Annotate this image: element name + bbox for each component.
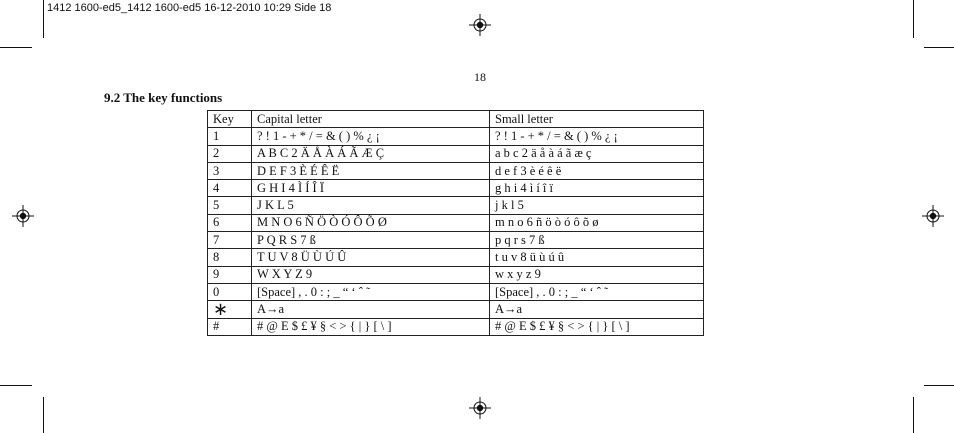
header-small-letter: Small letter	[490, 111, 704, 128]
key-cell: 6	[208, 214, 252, 231]
table-row	[208, 128, 704, 145]
key-cell: 0	[208, 283, 252, 300]
table-row	[208, 232, 704, 249]
registration-mark-left-icon	[12, 205, 34, 227]
crop-mark-top-left-horizontal	[0, 47, 32, 48]
page-number: 18	[474, 70, 486, 84]
small-cell: # @ E $ £ ¥ § < > { | } [ \ ]	[490, 318, 704, 335]
capital-cell: T U V 8 Ü Ù Ú Û	[252, 249, 490, 266]
key-cell: 9	[208, 266, 252, 283]
crop-mark-top-right-horizontal	[924, 47, 954, 48]
print-header: 1412 1600-ed5_1412 1600-ed5 16-12-2010 10:29 Side 18	[47, 2, 332, 14]
capital-cell: [Space] , . 0 : ; _ “ ‘ ˆ ˜	[252, 283, 490, 300]
capital-cell: D E F 3 È É Ê Ë	[252, 162, 490, 179]
small-cell: j k l 5	[490, 197, 704, 214]
key-cell: 4	[208, 180, 252, 197]
table-row	[208, 301, 704, 318]
table-row	[208, 283, 704, 300]
crop-mark-bottom-left-vertical	[43, 397, 44, 433]
table-row	[208, 318, 704, 335]
key-cell: 2	[208, 145, 252, 162]
crop-mark-bottom-right-horizontal	[924, 385, 954, 386]
capital-cell: # @ E $ £ ¥ § < > { | } [ \ ]	[252, 318, 490, 335]
small-cell: ? ! 1 - + * / = & ( ) % ¿ ¡	[490, 128, 704, 145]
small-cell: [Space] , . 0 : ; _ “ ‘ ˆ ˜	[490, 283, 704, 300]
small-cell: g h i 4 ì í î ï	[490, 180, 704, 197]
table-row	[208, 214, 704, 231]
small-cell: m n o 6 ñ ö ò ó ô õ ø	[490, 214, 704, 231]
key-cell: #	[208, 318, 252, 335]
registration-mark-top-icon	[469, 14, 491, 36]
small-cell: A→a	[490, 301, 704, 318]
capital-cell: ? ! 1 - + * / = & ( ) % ¿ ¡	[252, 128, 490, 145]
small-cell: t u v 8 ü ù ú û	[490, 249, 704, 266]
crop-mark-top-right-vertical	[913, 0, 914, 38]
registration-mark-bottom-icon	[469, 397, 491, 419]
key-cell: 5	[208, 197, 252, 214]
small-cell: p q r s 7 ß	[490, 232, 704, 249]
table-row	[208, 197, 704, 214]
small-cell: a b c 2 ä å à á ã æ ç	[490, 145, 704, 162]
crop-mark-top-left-vertical	[43, 0, 44, 38]
table-row	[208, 162, 704, 179]
table-row	[208, 180, 704, 197]
small-cell: d e f 3 è é ê ë	[490, 162, 704, 179]
header-key: Key	[208, 111, 252, 128]
capital-cell: M N O 6 Ñ Ö Ò Ó Ô Õ Ø	[252, 214, 490, 231]
key-functions-table	[207, 110, 704, 336]
registration-mark-right-icon	[922, 205, 944, 227]
table-row	[208, 145, 704, 162]
key-cell: ∗	[208, 301, 252, 318]
capital-cell: J K L 5	[252, 197, 490, 214]
key-cell: 3	[208, 162, 252, 179]
table-row	[208, 266, 704, 283]
section-title: 9.2 The key functions	[104, 90, 223, 105]
key-cell: 1	[208, 128, 252, 145]
capital-cell: W X Y Z 9	[252, 266, 490, 283]
small-cell: w x y z 9	[490, 266, 704, 283]
crop-mark-bottom-right-vertical	[913, 397, 914, 433]
table-header-row	[208, 111, 704, 128]
key-cell: 8	[208, 249, 252, 266]
table-row	[208, 249, 704, 266]
crop-mark-bottom-left-horizontal	[0, 385, 32, 386]
capital-cell: A B C 2 Ä Å À Á Ã Æ Ç	[252, 145, 490, 162]
capital-cell: P Q R S 7 ß	[252, 232, 490, 249]
key-cell: 7	[208, 232, 252, 249]
capital-cell: G H I 4 Ì Í Î Ï	[252, 180, 490, 197]
header-capital-letter: Capital letter	[252, 111, 490, 128]
capital-cell: A→a	[252, 301, 490, 318]
